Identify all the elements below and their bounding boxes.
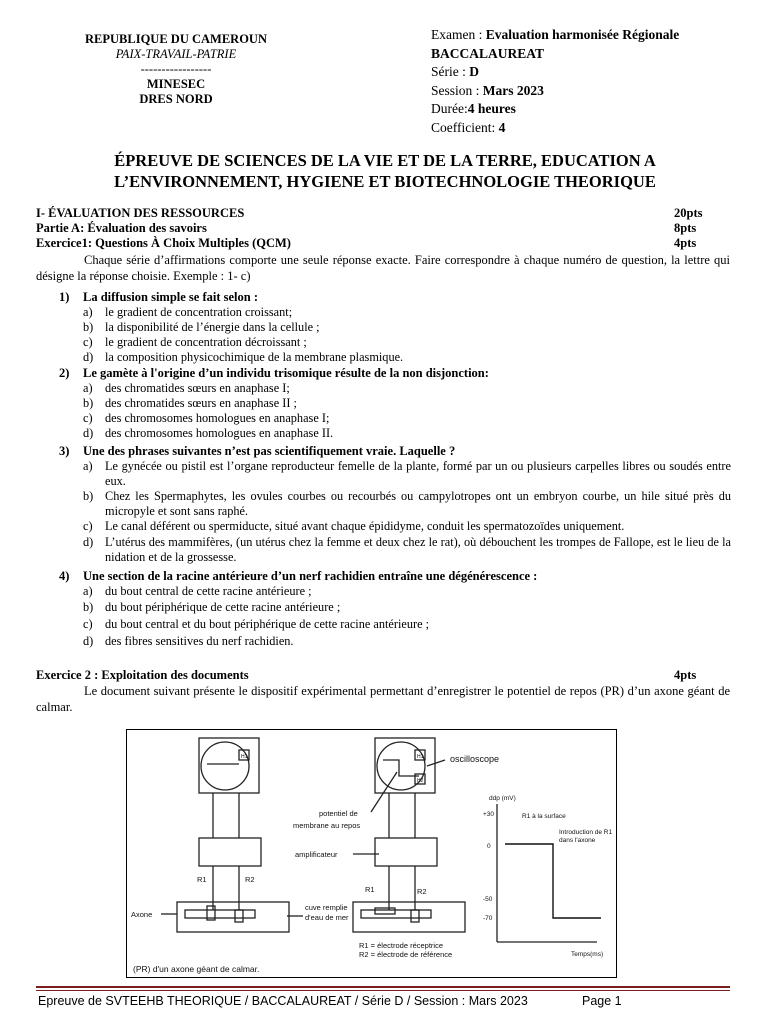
exam-title: ÉPREUVE DE SCIENCES DE LA VIE ET DE LA TERRE, EDUCATION A L’ENVIRONNEMENT, HYGIENE ET BIOTECHNOLOGIE THEORIQUE: [114, 151, 656, 191]
option-1-c: [83, 335, 731, 350]
serie-line: Série : D: [431, 64, 479, 80]
option-text: du bout périphérique de cette racine antérieure ;: [105, 600, 341, 614]
tick-minus50: -50: [483, 896, 493, 903]
potentiel-label-2: membrane au repos: [293, 821, 361, 830]
tick-minus70: -70: [483, 915, 493, 922]
option-letter: b): [83, 600, 94, 614]
page-footer: [38, 994, 738, 1008]
option-text: du bout central de cette racine antérieure ;: [105, 584, 312, 598]
exercise2-heading: Exercice 2 : Exploitation des documents 4pts: [36, 668, 697, 682]
option-text: Le gynécée ou pistil est l’organe reproducteur femelle de la plante, formé par un ou plusieurs carpelles libres ou soudés entre eux.: [105, 459, 731, 488]
option-3-a: [83, 459, 731, 489]
section-heading: I- ÉVALUATION DES RESSOURCES 20pts: [36, 206, 703, 220]
country-name: REPUBLIQUE DU CAMEROUN: [85, 32, 267, 46]
option-letter: d): [83, 634, 94, 648]
exercise1-instructions: Chaque série d’affirmations comporte une seule réponse exacte. Faire correspondre à chaque numéro de question, la lettre qui désigne la réponse choisie. Exemple : 1- c): [36, 253, 730, 283]
option-1-a: [83, 305, 731, 320]
amplifier-left: [199, 838, 261, 866]
tank-right: [353, 902, 465, 932]
option-letter: b): [83, 320, 94, 334]
option-text: des chromatides sœurs en anaphase II ;: [105, 396, 297, 410]
option-4-b: [83, 600, 731, 615]
figure-drawing: [127, 730, 616, 977]
option-letter: b): [83, 489, 94, 503]
option-4-a: [83, 584, 731, 599]
national-motto: PAIX-TRAVAIL-PATRIE: [115, 47, 237, 61]
electrode-r2-right: [411, 910, 419, 922]
bac-line: BACCALAUREAT: [431, 45, 545, 61]
regional-delegation: DRES NORD: [139, 92, 213, 106]
option-text: des chromatides sœurs en anaphase I;: [105, 381, 290, 395]
tick-plus30: +30: [483, 811, 495, 818]
option-letter: c): [83, 519, 93, 533]
legend-r2: R2 = électrode de référence: [359, 950, 453, 959]
legend-r1: R1 = électrode réceptrice: [359, 941, 444, 950]
question-text: Une des phrases suivantes n’est pas scientifiquement vraie. Laquelle ?: [83, 444, 456, 458]
option-text: la disponibilité de l’énergie dans la cellule ;: [105, 320, 320, 334]
question-number: 2): [59, 366, 70, 380]
option-text: Le canal déférent ou spermiducte, situé avant chaque épididyme, conduit les spermatozoïdes uniquement.: [105, 519, 625, 533]
option-letter: d): [83, 350, 94, 364]
option-text: la composition physicochimique de la membrane plasmique.: [105, 350, 404, 364]
question-number: 1): [59, 290, 70, 304]
option-text: des chromosomes homologues en anaphase II.: [105, 426, 334, 440]
option-letter: c): [83, 411, 93, 425]
option-text: Chez les Spermaphytes, les ovules courbes ou recourbés ou campylotropes ont un embryon courbe, un hile situé près du micropyle et sont sans raphé.: [105, 489, 731, 518]
potentiel-label-1: potentiel de: [319, 809, 358, 818]
part-a-heading: Partie A: Évaluation des savoirs 8pts: [36, 221, 697, 235]
r2-label-right: R2: [417, 887, 427, 896]
option-2-b: [83, 396, 731, 411]
option-letter: a): [83, 459, 93, 473]
option-3-b: [83, 489, 731, 519]
electrode-r2-left: [235, 910, 243, 922]
header-right: [431, 26, 761, 138]
option-letter: a): [83, 584, 93, 598]
ministry-name: MINESEC: [146, 77, 206, 91]
duration-line: Durée:4 heures: [431, 101, 516, 117]
tick-0: 0: [487, 843, 491, 850]
oscilloscope-label: oscilloscope: [450, 754, 500, 764]
question-3: [59, 443, 730, 459]
option-2-d: [83, 426, 731, 441]
coefficient-line: Coefficient: 4: [431, 119, 506, 135]
oscilloscope-screen-left: [201, 742, 249, 790]
page-number: Page 1: [582, 994, 622, 1008]
option-text: des fibres sensitives du nerf rachidien.: [105, 634, 294, 648]
question-2: [59, 365, 730, 381]
question-text: Le gamète à l'origine d’un individu trisomique résulte de la non disjonction:: [83, 366, 489, 380]
footer-rule-thick: [36, 986, 730, 988]
option-letter: b): [83, 396, 94, 410]
option-letter: c): [83, 335, 93, 349]
option-4-d: [83, 634, 731, 649]
question-1: [59, 289, 730, 305]
graph-curve: [505, 844, 601, 918]
question-number: 4): [59, 569, 70, 583]
oscilloscope-right: [375, 738, 435, 793]
option-text: du bout central et du bout périphérique de cette racine antérieure ;: [105, 617, 430, 631]
option-text: le gradient de concentration croissant;: [105, 305, 293, 319]
header-separator: -----------------: [140, 62, 212, 76]
tank-label-2: d'eau de mer: [305, 913, 349, 922]
tank-label-1: cuve remplie: [305, 903, 348, 912]
option-2-c: [83, 411, 731, 426]
option-text: le gradient de concentration décroissant ;: [105, 335, 307, 349]
option-letter: c): [83, 617, 93, 631]
question-number: 3): [59, 444, 70, 458]
exercise2-intro: Le document suivant présente le dispositif expérimental permettant d’enregistrer le potentiel de repos (PR) d’un axone géant de calmar.: [36, 684, 730, 714]
h1-label-right: H1: [417, 754, 424, 760]
amplifier-right: [375, 838, 437, 866]
annotation-r1-in-2: dans l'axone: [559, 837, 596, 844]
option-text: L’utérus des mammifères, (un utérus chez la femme et deux chez le rat), où débouchent les trompes de Fallope, est le lieu de la nidation et de la grossesse.: [105, 535, 731, 564]
option-letter: d): [83, 426, 94, 440]
oscilloscope-left: [199, 738, 259, 793]
option-letter: a): [83, 305, 93, 319]
electrode-r1-right: [375, 908, 395, 914]
axon-right: [361, 910, 431, 918]
h2-label-right: H2: [417, 778, 424, 784]
axon-label: Axone: [131, 910, 153, 919]
option-1-d: [83, 350, 731, 365]
figure-caption: (PR) d'un axone géant de calmar.: [133, 964, 260, 974]
footer-text: Epreuve de SVTEEHB THEORIQUE / BACCALAUREAT / Série D / Session : Mars 2023: [38, 994, 528, 1008]
trace-right: [383, 760, 419, 776]
session-line: Session : Mars 2023: [431, 82, 544, 98]
r1-label-left: R1: [197, 875, 207, 884]
option-letter: d): [83, 535, 94, 549]
exercise1-heading: Exercice1: Questions À Choix Multiples (QCM) 4pts: [36, 236, 697, 250]
question-4: [59, 568, 730, 584]
tank-left: [177, 902, 289, 932]
exam-line: Examen : Evaluation harmonisée Régionale: [431, 27, 680, 42]
option-3-d: [83, 535, 731, 565]
r2-label-left: R2: [245, 875, 255, 884]
footer-rule-thin: [36, 990, 730, 991]
question-text: Une section de la racine antérieure d’un nerf rachidien entraîne une dégénérescence :: [83, 569, 538, 583]
option-text: des chromosomes homologues en anaphase I;: [105, 411, 330, 425]
option-letter: a): [83, 381, 93, 395]
question-text: La diffusion simple se fait selon :: [83, 290, 259, 304]
annotation-r1-surface: R1 à la surface: [522, 813, 566, 820]
experimental-setup-figure: [126, 729, 617, 978]
r1-label-right: R1: [365, 885, 375, 894]
annotation-r1-in-1: Introduction de R1: [559, 829, 613, 836]
axon-left: [185, 910, 255, 918]
option-1-b: [83, 320, 731, 335]
option-3-c: [83, 519, 731, 534]
header-left: [40, 32, 312, 107]
graph-y-label: ddp (mV): [489, 795, 516, 802]
option-4-c: [83, 617, 731, 632]
option-2-a: [83, 381, 731, 396]
amplifier-label: amplificateur: [295, 850, 338, 859]
h1-label-left: H1: [241, 754, 248, 760]
graph-x-label: Temps(ms): [571, 951, 604, 958]
